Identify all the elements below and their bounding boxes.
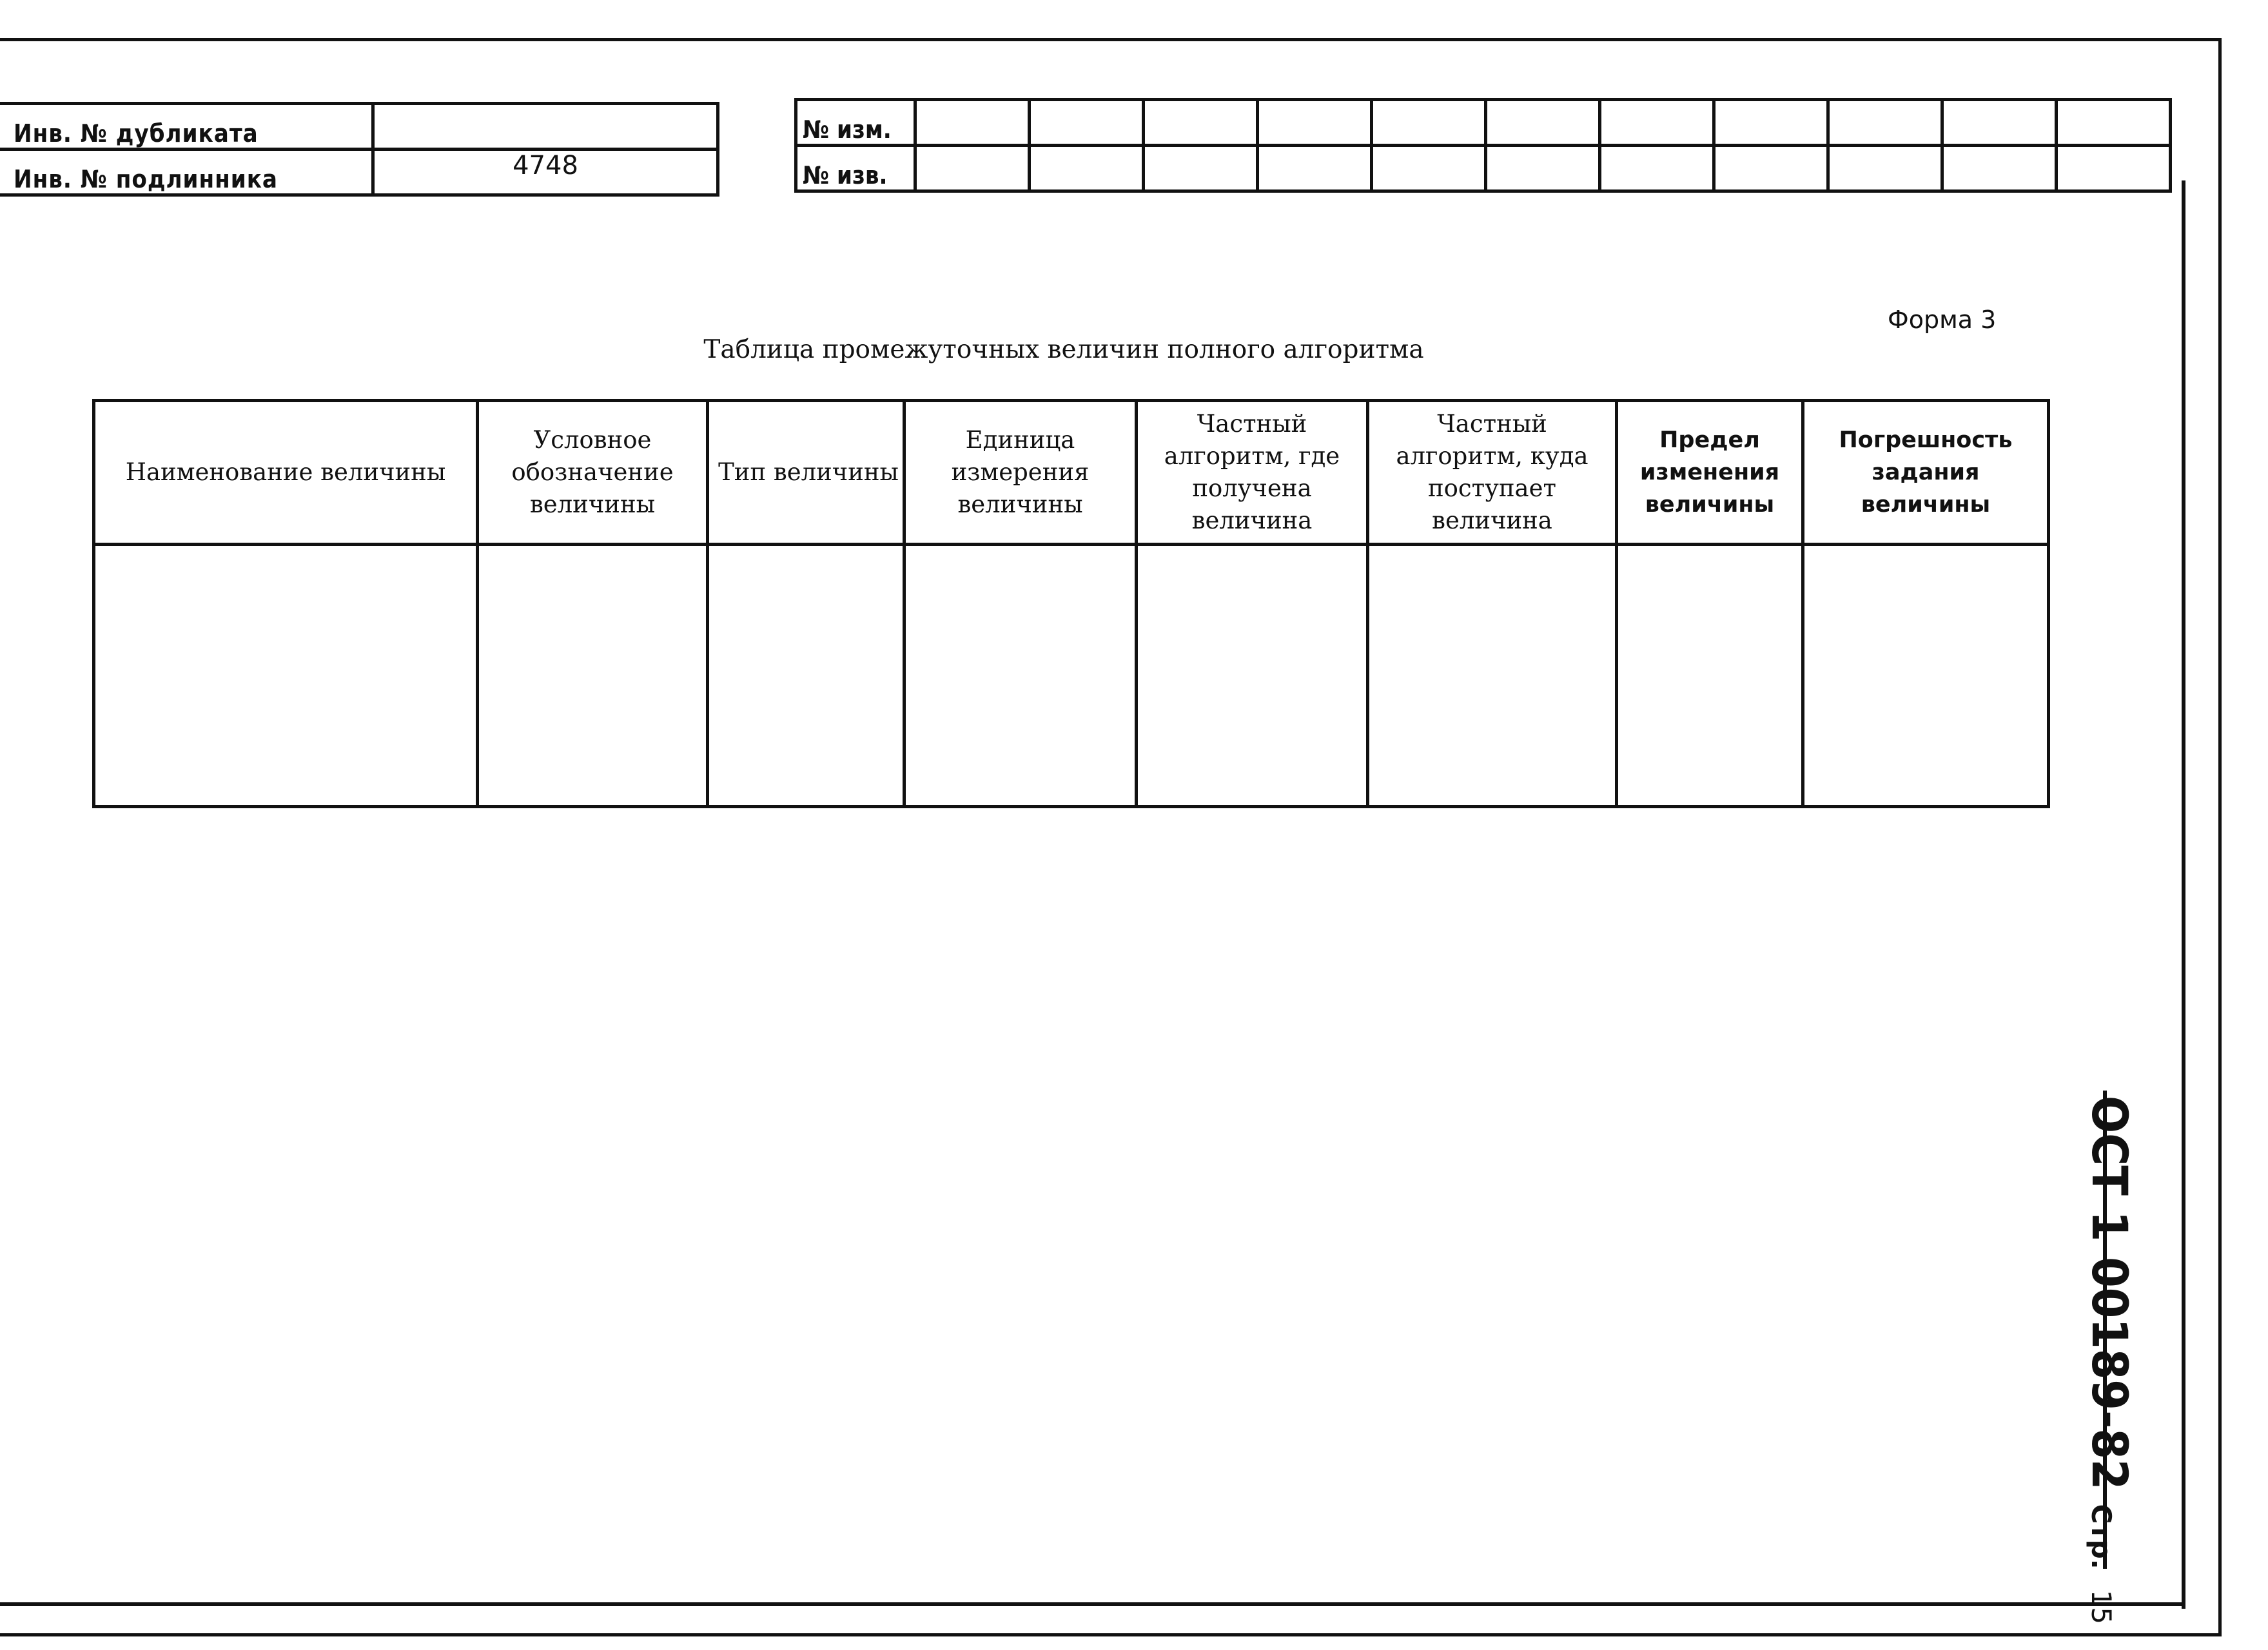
frame-bottom-line: [0, 1633, 2222, 1636]
table-cell[interactable]: [1368, 545, 1617, 807]
table-cell[interactable]: [478, 545, 708, 807]
revision-cell: [1828, 100, 1942, 146]
revision-cell: [1942, 100, 2057, 146]
revision-cell: [1486, 100, 1600, 146]
duplicate-value: [373, 104, 718, 150]
standard-code-block: [2081, 1096, 2157, 1625]
table-cell[interactable]: [708, 545, 904, 807]
header-target-algorithm: Частный алгоритм, куда поступает величина: [1368, 401, 1617, 545]
revision-cell: [1144, 100, 1258, 146]
revision-cell: [1144, 146, 1258, 191]
intermediate-values-table: [92, 399, 2050, 808]
revision-cell: [1942, 146, 2057, 191]
inner-bottom-border: [0, 1602, 2185, 1606]
table-cell[interactable]: [1617, 545, 1803, 807]
header-row: [94, 401, 2049, 545]
duplicate-label: Инв. № дубликата: [0, 104, 373, 150]
revision-cell: [1372, 100, 1486, 146]
original-row: [0, 150, 718, 195]
form-label: Форма 3: [1888, 306, 1997, 334]
revision-cell: [915, 146, 1030, 191]
revision-cell: [1258, 146, 1372, 191]
header-range: Предел изменения величины: [1617, 401, 1803, 545]
table-row: [94, 545, 2049, 807]
revision-cell: [1600, 146, 1714, 191]
page-label: Стр.: [2086, 1504, 2118, 1569]
revision-cell: [1030, 146, 1144, 191]
frame-right-line: [2218, 38, 2222, 1636]
notice-row: [796, 146, 2171, 191]
revision-cell: [1714, 146, 1828, 191]
original-label: Инв. № подлинника: [0, 150, 373, 195]
revision-cell: [1600, 100, 1714, 146]
frame-top-line: [0, 38, 2222, 41]
table-title: Таблица промежуточных величин полного алгоритма: [703, 335, 1424, 364]
revision-cell: [1714, 100, 1828, 146]
table-cell[interactable]: [1803, 545, 2049, 807]
change-label: № изм.: [796, 100, 915, 146]
revision-cell: [1372, 146, 1486, 191]
duplicate-row: [0, 104, 718, 150]
revision-cell: [1258, 100, 1372, 146]
notice-label: № изв.: [796, 146, 915, 191]
table-cell[interactable]: [904, 545, 1137, 807]
header-unit: Единица измерения величины: [904, 401, 1137, 545]
page-number: 15: [2086, 1589, 2118, 1625]
standard-code: ОСТ 1 00189-82: [2081, 1096, 2138, 1490]
revision-cell: [1486, 146, 1600, 191]
revision-cell: [915, 100, 1030, 146]
header-type: Тип величины: [708, 401, 904, 545]
header-quantity-name: Наименование величины: [94, 401, 478, 545]
revision-cell: [2057, 146, 2171, 191]
header-source-algorithm: Частный алгоритм, где получена величина: [1137, 401, 1368, 545]
table-cell[interactable]: [1137, 545, 1368, 807]
change-row: [796, 100, 2171, 146]
header-error: Погрешность задания величины: [1803, 401, 2049, 545]
original-value: 4748: [373, 150, 718, 195]
revision-cell: [2057, 100, 2171, 146]
inventory-stamp: [0, 102, 719, 197]
revision-stamp: [794, 98, 2172, 193]
revision-cell: [1828, 146, 1942, 191]
header-symbol: Условное обозначение величины: [478, 401, 708, 545]
inner-right-border: [2182, 180, 2185, 1609]
table-cell[interactable]: [94, 545, 478, 807]
revision-cell: [1030, 100, 1144, 146]
